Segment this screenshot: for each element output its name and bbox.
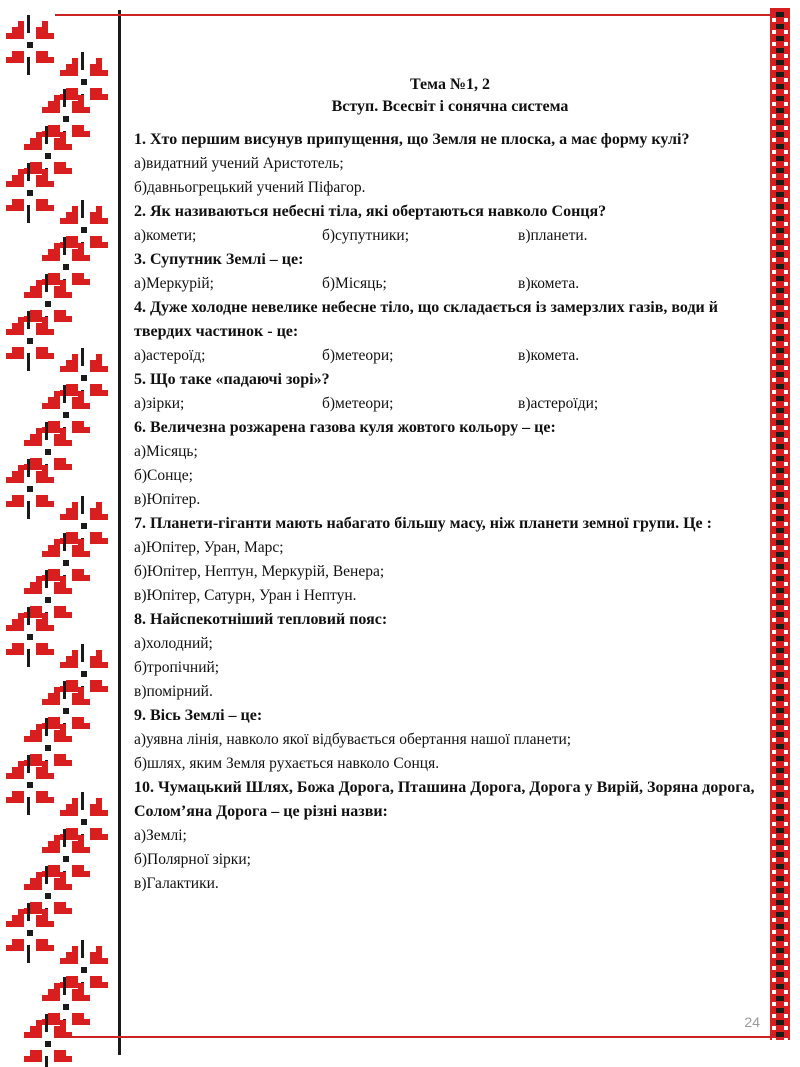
answer-8c: в)помірний. <box>134 683 213 700</box>
question-6: 6. Величезна розжарена газова куля жовтого кольору – це: <box>134 419 556 436</box>
question-1: 1. Хто першим висунув припущення, що Земля не плоска, а має форму кулі? <box>134 131 690 148</box>
question-9: 9. Вісь Землі – це: <box>134 707 263 724</box>
answer-4c: в)комета. <box>518 347 580 364</box>
answer-10b: б)Полярної зірки; <box>134 851 251 868</box>
answers-2 <box>134 224 766 248</box>
answer-6c: в)Юпітер. <box>134 491 201 508</box>
question-8: 8. Найспекотніший тепловий пояс: <box>134 611 388 628</box>
answers-3 <box>134 272 766 296</box>
quiz-content <box>134 74 766 896</box>
answer-4b: б)метеори; <box>322 347 394 364</box>
answer-7c: в)Юпітер, Сатурн, Уран і Нептун. <box>134 587 357 604</box>
answer-3c: в)комета. <box>518 275 580 292</box>
answer-3a: а)Меркурій; <box>134 275 214 292</box>
question-3: 3. Супутник Землі – це: <box>134 251 304 268</box>
page-number: 24 <box>744 1014 760 1030</box>
answer-6b: б)Сонце; <box>134 467 193 484</box>
answer-2b: б)супутники; <box>322 227 410 244</box>
question-4: 4. Дуже холодне невелике небесне тіло, що складається із замерзлих газів, води й твердих частинок - це: <box>134 299 718 340</box>
answer-1a: а)видатний учений Аристотель; <box>134 155 344 172</box>
answer-7b: б)Юпітер, Нептун, Меркурій, Венера; <box>134 563 385 580</box>
answer-10c: в)Галактики. <box>134 875 219 892</box>
answer-2a: а)комети; <box>134 227 197 244</box>
question-7: 7. Планети-гіганти мають набагато більшу масу, ніж планети земної групи. Це : <box>134 515 712 532</box>
answer-3b: б)Місяць; <box>322 275 387 292</box>
answers-4 <box>134 344 766 368</box>
answer-8a: а)холодний; <box>134 635 213 652</box>
question-2: 2. Як називаються небесні тіла, які обертаються навколо Сонця? <box>134 203 607 220</box>
answer-9b: б)шлях, яким Земля рухається навколо Сонця. <box>134 755 440 772</box>
answer-5c: в)астероїди; <box>518 395 599 412</box>
answer-2c: в)планети. <box>518 227 588 244</box>
answer-5a: а)зірки; <box>134 395 185 412</box>
frame-line-bottom <box>55 1036 770 1038</box>
answer-7a: а)Юпітер, Уран, Марс; <box>134 539 284 556</box>
answer-8b: б)тропічний; <box>134 659 220 676</box>
frame-line-top <box>55 14 770 16</box>
answer-1b: б)давньогрецький учений Піфагор. <box>134 179 366 196</box>
question-5: 5. Що таке «падаючі зорі»? <box>134 371 330 388</box>
answer-6a: а)Місяць; <box>134 443 198 460</box>
topic-subtitle: Вступ. Всесвіт і сонячна система <box>331 98 569 115</box>
answer-9a: а)уявна лінія, навколо якої відбувається обертання нашої планети; <box>134 731 572 748</box>
answer-10a: а)Землі; <box>134 827 187 844</box>
answers-5 <box>134 392 766 416</box>
topic-title: Тема №1, 2 <box>409 76 491 93</box>
embroidery-ornament-right <box>770 8 790 1040</box>
question-10: 10. Чумацький Шлях, Божа Дорога, Пташина Дорога, Дорога у Вирій, Зоряна дорога, Солом’яна Дорога – це різні назви: <box>134 779 755 820</box>
embroidery-ornament-left <box>0 0 128 1067</box>
answer-5b: б)метеори; <box>322 395 394 412</box>
answer-4a: а)астероїд; <box>134 347 206 364</box>
